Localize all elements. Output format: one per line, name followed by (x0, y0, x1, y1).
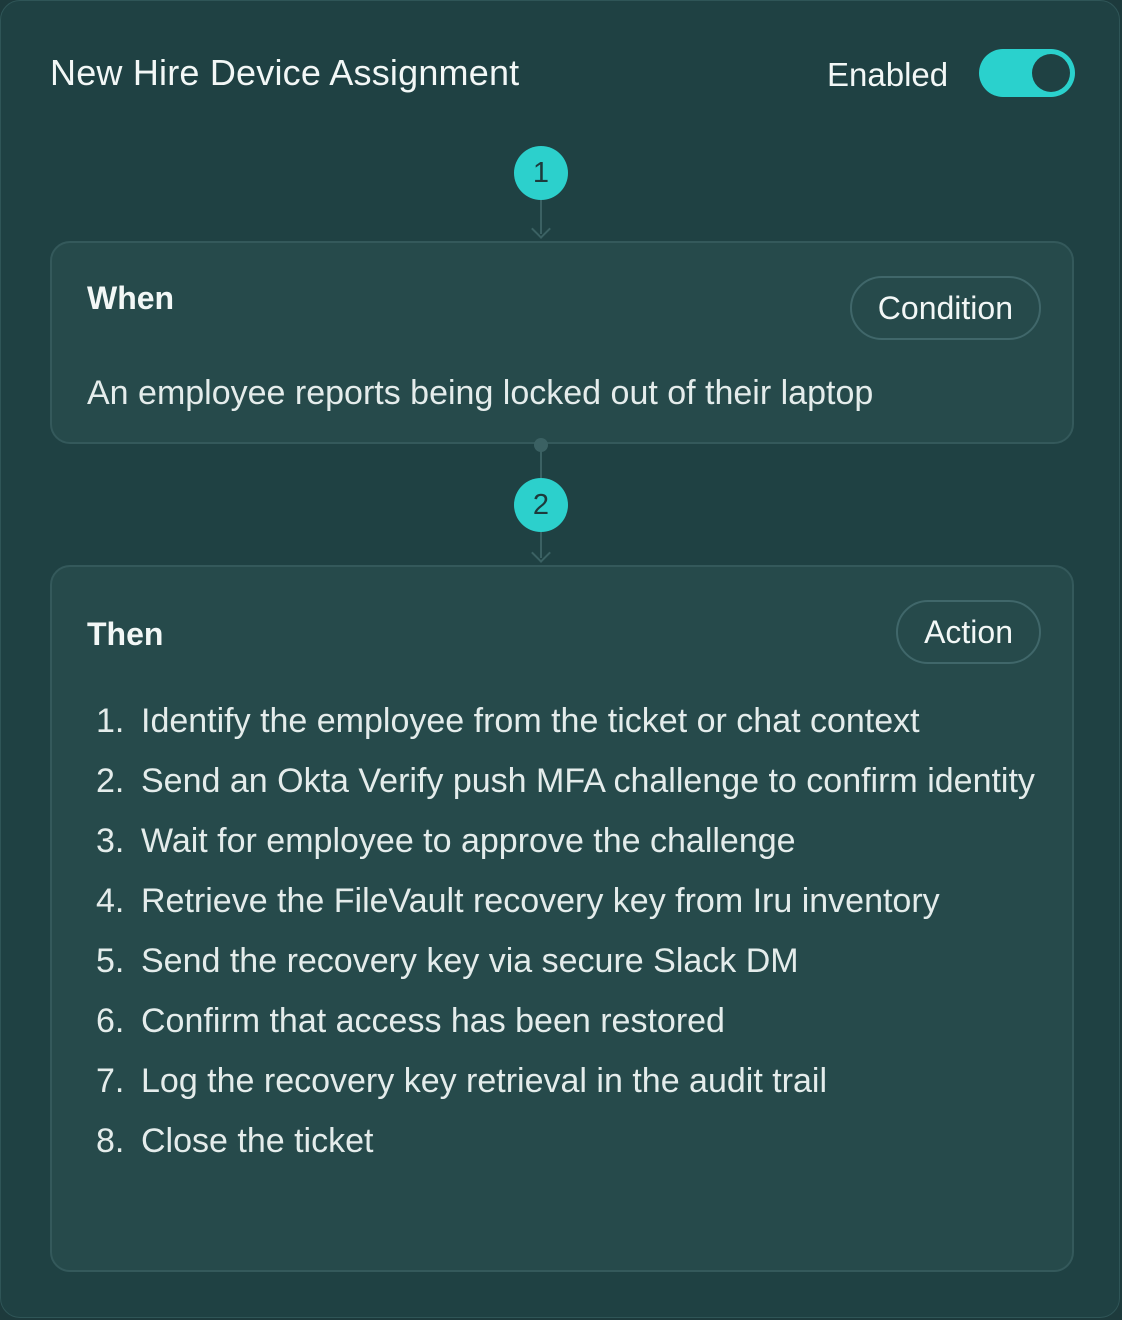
action-button[interactable]: Action (896, 600, 1041, 664)
step-2-badge: 2 (514, 478, 568, 532)
list-item (96, 1111, 1046, 1171)
arrow-down-icon (531, 543, 551, 563)
step-text: Close the ticket (141, 1122, 374, 1160)
step-text: Log the recovery key retrieval in the audit trail (141, 1062, 828, 1100)
step-number: 8. (96, 1122, 125, 1160)
then-panel (50, 565, 1074, 1272)
step-text: Wait for employee to approve the challenge (141, 822, 796, 860)
step-text: Identify the employee from the ticket or chat context (141, 702, 920, 740)
then-heading: Then (87, 616, 164, 652)
step-text: Send an Okta Verify push MFA challenge to confirm identity (141, 762, 1035, 800)
step-number: 6. (96, 1002, 125, 1040)
condition-button[interactable]: Condition (850, 276, 1041, 340)
enabled-toggle[interactable] (979, 49, 1075, 97)
step-number: 5. (96, 942, 125, 980)
step-number: 2. (96, 762, 125, 800)
list-item (96, 991, 1046, 1051)
condition-text: An employee reports being locked out of their laptop (87, 374, 874, 412)
list-item (96, 871, 1046, 931)
step-1-badge: 1 (514, 146, 568, 200)
automation-title: New Hire Device Assignment (50, 52, 520, 93)
step-number: 1. (96, 702, 125, 740)
when-panel (50, 241, 1074, 444)
list-item (96, 931, 1046, 991)
list-item (96, 1051, 1046, 1111)
enabled-label: Enabled (827, 56, 949, 93)
step-text: Send the recovery key via secure Slack DM (141, 942, 799, 980)
list-item (96, 751, 1046, 811)
action-steps-list (96, 691, 1046, 1171)
list-item (96, 691, 1046, 751)
toggle-knob (1032, 54, 1070, 92)
arrow-down-icon (531, 219, 551, 239)
step-number: 7. (96, 1062, 125, 1100)
step-text: Confirm that access has been restored (141, 1002, 725, 1040)
connector-line-2a (540, 445, 542, 479)
list-item (96, 811, 1046, 871)
step-number: 3. (96, 822, 125, 860)
step-number: 4. (96, 882, 125, 920)
when-heading: When (87, 280, 175, 316)
step-text: Retrieve the FileVault recovery key from Iru inventory (141, 882, 940, 920)
